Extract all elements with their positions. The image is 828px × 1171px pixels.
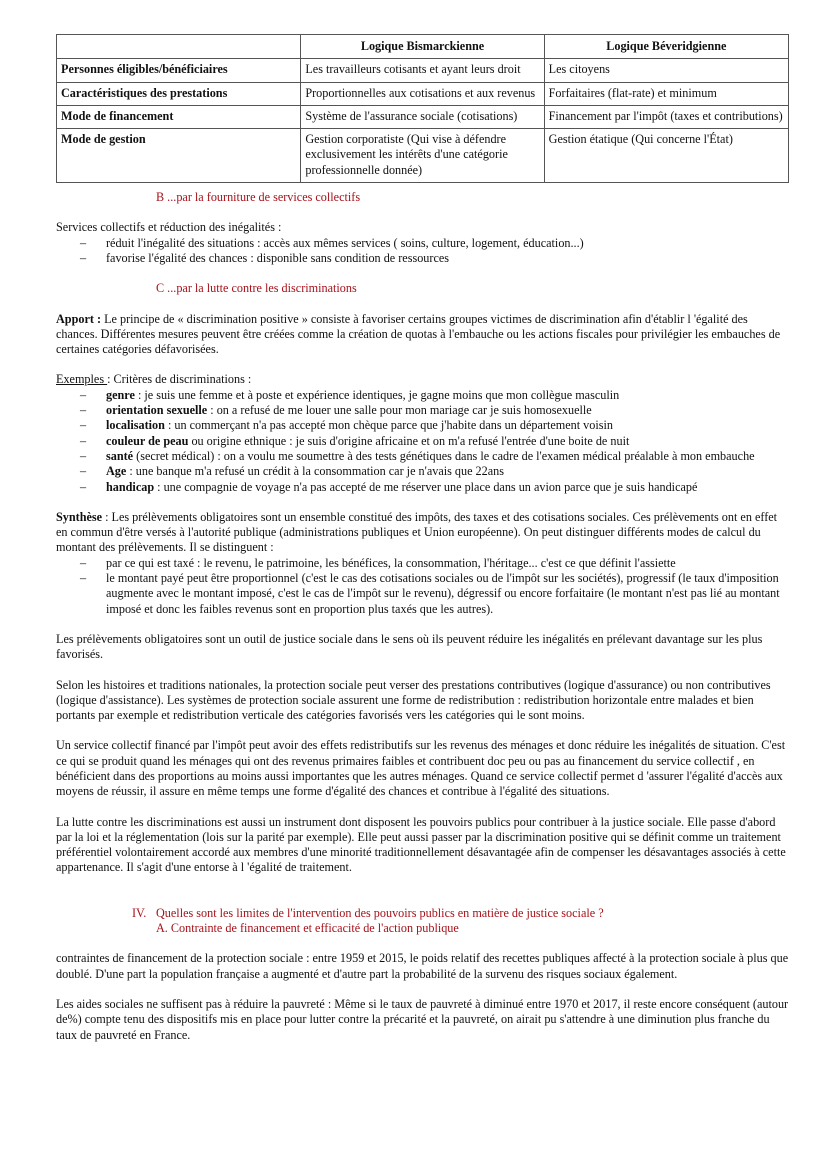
synthese-label: Synthèse xyxy=(56,509,103,524)
example-term: Age xyxy=(106,464,127,479)
apport-text: Le principe de « discrimination positive » consiste à favoriser certains groupes victimes de discrimination afin d'établir l 'égalité des chances. Différentes mesures peuvent être créées comme la création de quotas à l'embauche ou les actions fiscales pour privilégier les embauches de certaines catégories défavorisées. xyxy=(56,311,781,357)
list-item xyxy=(56,434,790,449)
table-row xyxy=(57,59,789,82)
table-header-cell xyxy=(57,35,301,59)
table-cell: Forfaitaires (flat-rate) et minimum xyxy=(544,82,788,105)
body-paragraph: Les aides sociales ne suffisent pas à réduire la pauvreté : Même si le taux de pauvreté à diminué entre 1970 et 2017, il reste encore conséquent (autour de%) compte tenu des dispositifs mis en place pour lutter contre la précarité et la pauvreté, on airait pu s'attendre à une diminution plus franche du taux de pauvreté en France. xyxy=(56,996,789,1042)
table-cell: Les travailleurs cotisants et ayant leurs droit xyxy=(301,59,544,82)
list-item xyxy=(56,403,790,418)
example-text: : une banque m'a refusé un crédit à la consommation car je n'avais que 22ans xyxy=(126,464,504,479)
body-paragraph: La lutte contre les discriminations est aussi un instrument dont disposent les pouvoirs publics pour contribuer à la justice sociale. Elle passe d'abord par la loi et la réglementation (lois sur la parité par exemple). Elle peut aussi passer par la discrimination positive qui se définit comme un traitement préférentiel volontairement accordé aux membres d'une minorité traditionnellement désavantagée afin de compenser les désavantages associés à cette appartenance. Il s'agit d'une entorse à l 'égalité de traitement. xyxy=(56,814,786,875)
section-iv-number: IV. xyxy=(132,905,147,920)
body-paragraph: Les prélèvements obligatoires sont un outil de justice sociale dans le sens où ils peuvent réduire les inégalités en prélevant davantage sur les plus favorisés. xyxy=(56,631,763,662)
synthese-paragraph xyxy=(56,510,790,556)
table-cell: Les citoyens xyxy=(544,59,788,82)
example-term: orientation sexuelle xyxy=(106,403,208,418)
synthese-text: : Les prélèvements obligatoires sont un ensemble constitué des impôts, des taxes et des cotisations sociales. Ces prélèvements ont en effet en commun d'être versés à l'autorité publique (administrations publiques et Union européenne). On peut distinguer différents modes de calcul du montant des prélèvements. Il se distinguent : xyxy=(56,509,778,555)
examples-intro xyxy=(56,372,790,387)
example-term: santé xyxy=(106,448,134,463)
row-label: Mode de financement xyxy=(57,105,301,128)
list-item: – réduit l'inégalité des situations : accès aux mêmes services ( soins, culture, logement, éducation...) xyxy=(56,236,790,251)
body-paragraph: Un service collectif financé par l'impôt peut avoir des effets redistributifs sur les revenus des ménages et donc réduire les inégalités de situation. C'est ce qui se produit quand les ménages qui ont des revenus primaires faibles et contribuent doc peu ou pas au financement du service collectif , en bénéficient dans des proportions au moins aussi importantes que les autres ménages. Quand ce service collectif permet d 'assurer l'égalité d'accès aux moyens de réussir, il assure en même temps une forme d'égalité des chances et contribue à l'égalité des situations. xyxy=(56,738,786,799)
table-header-cell: Logique Béveridgienne xyxy=(544,35,788,59)
list-item xyxy=(56,449,790,464)
example-text: : je suis une femme et à poste et expérience identiques, je gagne moins que mon collègue masculin xyxy=(134,387,620,402)
list-item: – le montant payé peut être proportionnel (c'est le cas des cotisations sociales ou de l'impôt sur les sociétés), progressif (le taux d'imposition augmente avec le montant imposé, c'est le cas de l'impôt sur le revenu), dégressif ou encore forfaitaire (le montant n'est pas lié au montant imposé et donc les faibles revenus sont en proportion plus taxés que les autres). xyxy=(56,571,790,617)
example-text: (secret médical) : on a voulu me soumettre à des tests génétiques dans le cadre de l'examen médical préalable à mon embauche xyxy=(133,448,755,463)
table-row xyxy=(57,105,789,128)
row-label: Personnes éligibles/bénéficiaires xyxy=(57,59,301,82)
table-header-row xyxy=(57,35,789,59)
section-iv-title-text: Quelles sont les limites de l'intervention des pouvoirs publics en matière de justice sociale ? xyxy=(156,905,604,920)
example-term: handicap xyxy=(106,479,155,494)
table-cell: Financement par l'impôt (taxes et contributions) xyxy=(544,105,788,128)
section-b-list xyxy=(56,236,790,267)
examples-list xyxy=(56,388,790,495)
example-text: : on a refusé de me louer une salle pour mon mariage car je suis homosexuelle xyxy=(207,403,592,418)
row-label: Mode de gestion xyxy=(57,129,301,183)
list-item: – par ce qui est taxé : le revenu, le patrimoine, les bénéfices, la consommation, l'héritage... c'est ce que définit l'assiette xyxy=(56,556,790,571)
list-item xyxy=(56,388,790,403)
synthese-list xyxy=(56,556,790,617)
table-header-cell: Logique Bismarckienne xyxy=(301,35,544,59)
table-row xyxy=(57,129,789,183)
example-term: couleur de peau xyxy=(106,433,189,448)
list-item: – favorise l'égalité des chances : disponible sans condition de ressources xyxy=(56,251,790,266)
examples-intro-text: : Critères de discriminations : xyxy=(107,372,252,387)
body-paragraph: contraintes de financement de la protection sociale : entre 1959 et 2015, le poids relatif des recettes publiques affecté à la protection sociale à plus que doublé. D'une part la population française a augmenté et d'autre part la probabilité de la survenu des risques sociaux également. xyxy=(56,951,789,981)
section-c-title: C ...par la lutte contre les discriminations xyxy=(156,281,357,296)
table-cell: Système de l'assurance sociale (cotisations) xyxy=(301,105,544,128)
table-cell: Gestion corporatiste (Qui vise à défendre exclusivement les intérêts d'une catégorie professionnelle donnée) xyxy=(301,129,544,183)
list-item xyxy=(56,480,790,495)
table-cell: Proportionnelles aux cotisations et aux revenus xyxy=(301,82,544,105)
example-term: genre xyxy=(106,387,135,402)
example-text: : un commerçant n'a pas accepté mon chèque parce que j'habite dans un département voisin xyxy=(164,418,613,433)
example-text: : une compagnie de voyage n'a pas accepté de me réserver une place dans un avion parce que je suis handicapé xyxy=(154,479,698,494)
list-item xyxy=(56,418,790,433)
table-cell: Gestion étatique (Qui concerne l'État) xyxy=(544,129,788,183)
row-label: Caractéristiques des prestations xyxy=(57,82,301,105)
apport-paragraph xyxy=(56,312,790,358)
section-iv-title xyxy=(132,906,790,921)
examples-label: Exemples xyxy=(56,372,108,387)
example-term: localisation xyxy=(106,418,165,433)
example-text: ou origine ethnique : je suis d'origine africaine et on m'a refusé l'entrée d'une boite de nuit xyxy=(188,433,630,448)
body-paragraph: Selon les histoires et traditions nationales, la protection sociale peut verser des prestations contributives (logique d'assurance) ou non contributives (logique d'assistance). Les systèmes de protection sociale assurent une forme de redistribution : redistribution horizontale entre malades et bien portants par exemple et redistribution verticale des catégories favorisés vers les catégories qui le sont moins. xyxy=(56,677,771,723)
comparison-table xyxy=(56,34,789,183)
table-row xyxy=(57,82,789,105)
section-iv-subtitle: A. Contrainte de financement et efficacité de l'action publique xyxy=(156,921,459,936)
apport-label: Apport : xyxy=(56,311,102,326)
list-item xyxy=(56,464,790,479)
section-b-title: B ...par la fourniture de services collectifs xyxy=(156,190,361,205)
document-page xyxy=(56,34,790,1043)
section-b-intro: Services collectifs et réduction des inégalités : xyxy=(56,220,282,235)
